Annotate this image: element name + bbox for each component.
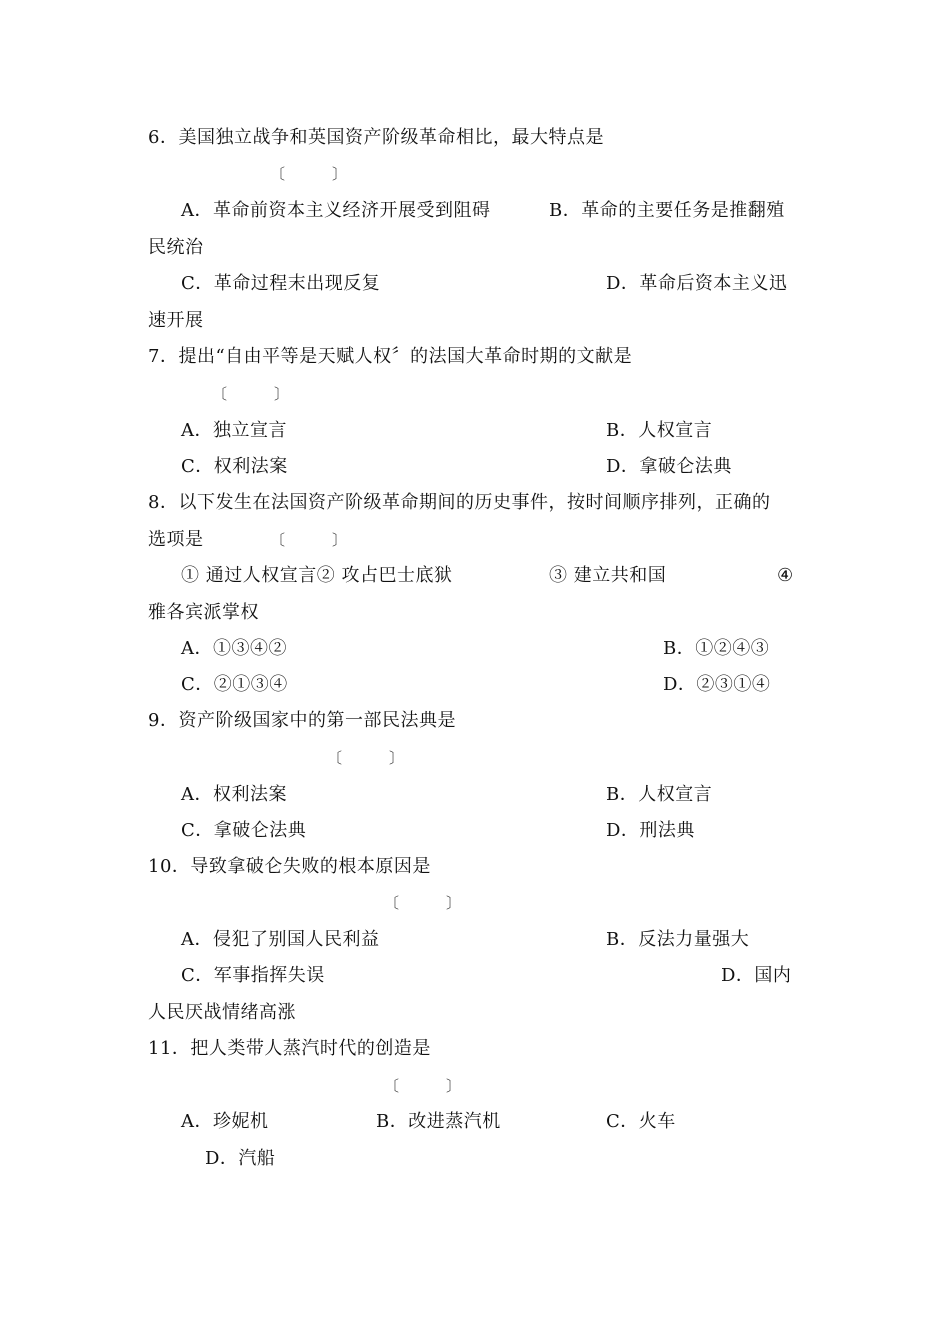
question-8-option-c: C．②①③④ (181, 674, 288, 695)
question-11-option-d: D．汽船 (205, 1148, 276, 1169)
question-9-answer-paren: 〔 〕 (327, 749, 421, 767)
question-9-option-b: B．人权宣言 (606, 784, 713, 805)
question-8-events-1-2: ① 通过人权宣言② 攻占巴士底狱 (181, 565, 453, 586)
question-6-option-d-continued: 速开展 (148, 310, 204, 331)
question-7-option-c: C．权利法案 (181, 456, 288, 477)
question-10-answer-paren: 〔 〕 (384, 894, 478, 912)
question-6-answer-paren: 〔 〕 (270, 165, 364, 183)
question-6-option-d: D．革命后资本主义迅 (606, 273, 788, 294)
question-11-option-c: C．火车 (606, 1111, 676, 1132)
question-7-option-d: D．拿破仑法典 (606, 456, 732, 477)
question-10-option-b: B．反法力量强大 (606, 929, 750, 950)
question-10-option-d-continued: 人民厌战情绪高涨 (148, 1002, 296, 1023)
question-11-option-a: A．珍妮机 (181, 1111, 269, 1132)
question-7-stem: 7．提出“自由平等是天赋人权〞的法国大革命时期的文献是 (148, 346, 633, 367)
question-10-option-a: A．侵犯了别国人民利益 (181, 929, 380, 950)
question-10-option-d: D．国内 (721, 965, 792, 986)
question-6-stem: 6．美国独立战争和英国资产阶级革命相比，最大特点是 (148, 127, 604, 148)
question-11-answer-paren: 〔 〕 (384, 1077, 478, 1095)
question-7-option-b: B．人权宣言 (606, 420, 713, 441)
question-7-answer-paren: 〔 〕 (212, 385, 306, 403)
question-8-event-4-continued: 雅各宾派掌权 (148, 602, 259, 623)
question-7-option-a: A．独立宣言 (181, 420, 287, 441)
question-6-option-b-continued: 民统治 (148, 237, 204, 258)
question-11-option-b: B．改进蒸汽机 (376, 1111, 501, 1132)
question-8-event-3: ③ 建立共和国 (549, 565, 667, 586)
question-9-option-c: C．拿破仑法典 (181, 820, 307, 841)
question-8-event-4: ④ (777, 565, 794, 586)
question-8-option-a: A．①③④② (181, 638, 287, 659)
question-6-option-c: C．革命过程末出现反复 (181, 273, 381, 294)
question-6-option-b: B．革命的主要任务是推翻殖 (549, 200, 785, 221)
question-8-option-b: B．①②④③ (663, 638, 770, 659)
question-10-option-c: C．军事指挥失误 (181, 965, 325, 986)
question-9-option-d: D．刑法典 (606, 820, 695, 841)
question-6-option-a: A．革命前资本主义经济开展受到阻碍 (181, 200, 491, 221)
question-8-stem-continued: 选项是 (148, 529, 204, 550)
question-10-stem: 10．导致拿破仑失败的根本原因是 (148, 856, 431, 877)
question-9-stem: 9．资产阶级国家中的第一部民法典是 (148, 710, 456, 731)
question-9-option-a: A．权利法案 (181, 784, 287, 805)
question-8-option-d: D．②③①④ (663, 674, 771, 695)
question-8-stem: 8．以下发生在法国资产阶级革命期间的历史事件，按时间顺序排列，正确的 (148, 492, 771, 513)
question-11-stem: 11．把人类带人蒸汽时代的创造是 (148, 1038, 431, 1059)
question-8-answer-paren: 〔 〕 (270, 531, 364, 549)
